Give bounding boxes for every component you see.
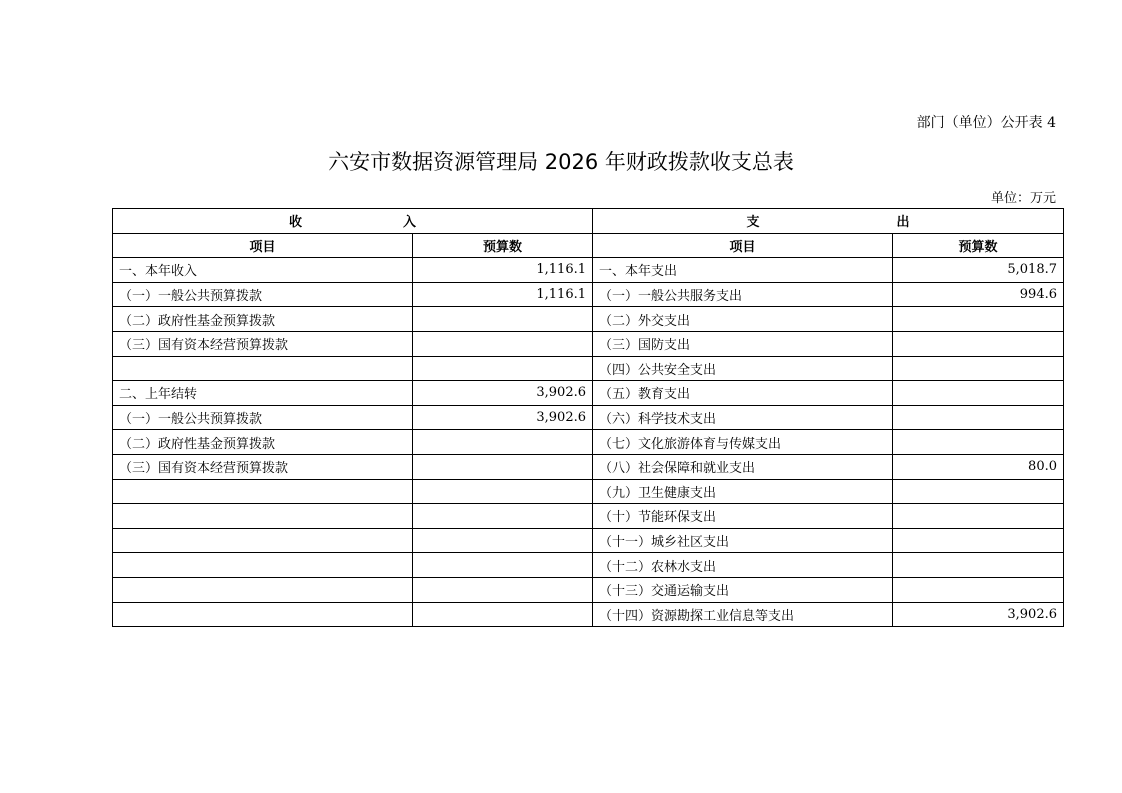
table-row (113, 479, 1064, 504)
table-row (113, 454, 1064, 479)
page-title: 六安市数据资源管理局 2026 年财政拨款收支总表 (328, 150, 794, 174)
income-item-cell (113, 356, 413, 381)
income-budget-cell: 3,902.6 (413, 381, 593, 406)
expense-item-cell: （十一）城乡社区支出 (593, 528, 893, 553)
table-reference: 部门（单位）公开表 4 (916, 115, 1056, 131)
income-item-cell (113, 553, 413, 578)
income-item-cell: （一）一般公共预算拨款 (113, 282, 413, 307)
income-budget-cell (413, 504, 593, 529)
expense-item-cell: （十）节能环保支出 (593, 504, 893, 529)
column-header-row (113, 233, 1064, 258)
expense-item-cell: （一）一般公共服务支出 (593, 282, 893, 307)
expense-group-char-2: 出 (896, 215, 910, 231)
expense-budget-cell (893, 331, 1064, 356)
table-row (113, 430, 1064, 455)
income-budget-cell (413, 528, 593, 553)
income-budget-cell (413, 356, 593, 381)
table-row (113, 331, 1064, 356)
unit-label: 单位：万元 (990, 191, 1056, 206)
income-item-cell (113, 504, 413, 529)
table-row (113, 381, 1064, 406)
income-item-cell: 二、上年结转 (113, 381, 413, 406)
expense-budget-cell: 80.0 (893, 454, 1064, 479)
expense-item-cell: （六）科学技术支出 (593, 405, 893, 430)
expense-budget-cell: 994.6 (893, 282, 1064, 307)
income-group-header (113, 209, 593, 234)
table-row (113, 504, 1064, 529)
income-budget-cell: 1,116.1 (413, 282, 593, 307)
income-item-cell: 一、本年收入 (113, 258, 413, 283)
expense-budget-cell (893, 381, 1064, 406)
income-budget-cell (413, 430, 593, 455)
table-row (113, 405, 1064, 430)
expense-item-cell: （十四）资源勘探工业信息等支出 (593, 602, 893, 627)
income-group-char-2: 入 (403, 215, 417, 231)
income-budget-header: 预算数 (413, 233, 593, 258)
expense-item-cell: （十二）农林水支出 (593, 553, 893, 578)
table-row (113, 602, 1064, 627)
income-item-cell (113, 602, 413, 627)
income-item-cell (113, 479, 413, 504)
income-budget-cell: 3,902.6 (413, 405, 593, 430)
income-item-cell: （二）政府性基金预算拨款 (113, 307, 413, 332)
expense-budget-cell (893, 356, 1064, 381)
expense-budget-cell (893, 307, 1064, 332)
expense-item-cell: （九）卫生健康支出 (593, 479, 893, 504)
expense-budget-cell: 5,018.7 (893, 258, 1064, 283)
expense-item-cell: 一、本年支出 (593, 258, 893, 283)
expense-item-cell: （三）国防支出 (593, 331, 893, 356)
income-budget-cell (413, 307, 593, 332)
expense-item-cell: （二）外交支出 (593, 307, 893, 332)
income-budget-cell (413, 454, 593, 479)
income-item-cell: （三）国有资本经营预算拨款 (113, 331, 413, 356)
table-row (113, 356, 1064, 381)
income-budget-cell (413, 331, 593, 356)
income-item-cell: （一）一般公共预算拨款 (113, 405, 413, 430)
income-budget-cell (413, 602, 593, 627)
table-row (113, 282, 1064, 307)
expense-budget-cell (893, 577, 1064, 602)
expense-budget-cell: 3,902.6 (893, 602, 1064, 627)
expense-item-cell: （八）社会保障和就业支出 (593, 454, 893, 479)
table-row (113, 307, 1064, 332)
expense-item-cell: （五）教育支出 (593, 381, 893, 406)
income-item-cell (113, 528, 413, 553)
table-row (113, 577, 1064, 602)
expense-budget-cell (893, 430, 1064, 455)
income-budget-cell (413, 577, 593, 602)
expense-group-char-1: 支 (746, 215, 760, 231)
income-budget-cell: 1,116.1 (413, 258, 593, 283)
group-header-row (113, 209, 1064, 234)
expense-group-header (593, 209, 1064, 234)
finance-table (112, 208, 1064, 627)
expense-item-cell: （七）文化旅游体育与传媒支出 (593, 430, 893, 455)
expense-budget-header: 预算数 (893, 233, 1064, 258)
income-budget-cell (413, 479, 593, 504)
expense-item-header: 项目 (593, 233, 893, 258)
expense-budget-cell (893, 479, 1064, 504)
income-item-cell: （三）国有资本经营预算拨款 (113, 454, 413, 479)
expense-budget-cell (893, 504, 1064, 529)
income-item-header: 项目 (113, 233, 413, 258)
expense-budget-cell (893, 405, 1064, 430)
expense-item-cell: （十三）交通运输支出 (593, 577, 893, 602)
income-item-cell (113, 577, 413, 602)
income-group-char-1: 收 (288, 215, 302, 231)
table-row (113, 258, 1064, 283)
income-budget-cell (413, 553, 593, 578)
expense-budget-cell (893, 528, 1064, 553)
income-item-cell: （二）政府性基金预算拨款 (113, 430, 413, 455)
table-row (113, 528, 1064, 553)
expense-budget-cell (893, 553, 1064, 578)
table-row (113, 553, 1064, 578)
expense-item-cell: （四）公共安全支出 (593, 356, 893, 381)
